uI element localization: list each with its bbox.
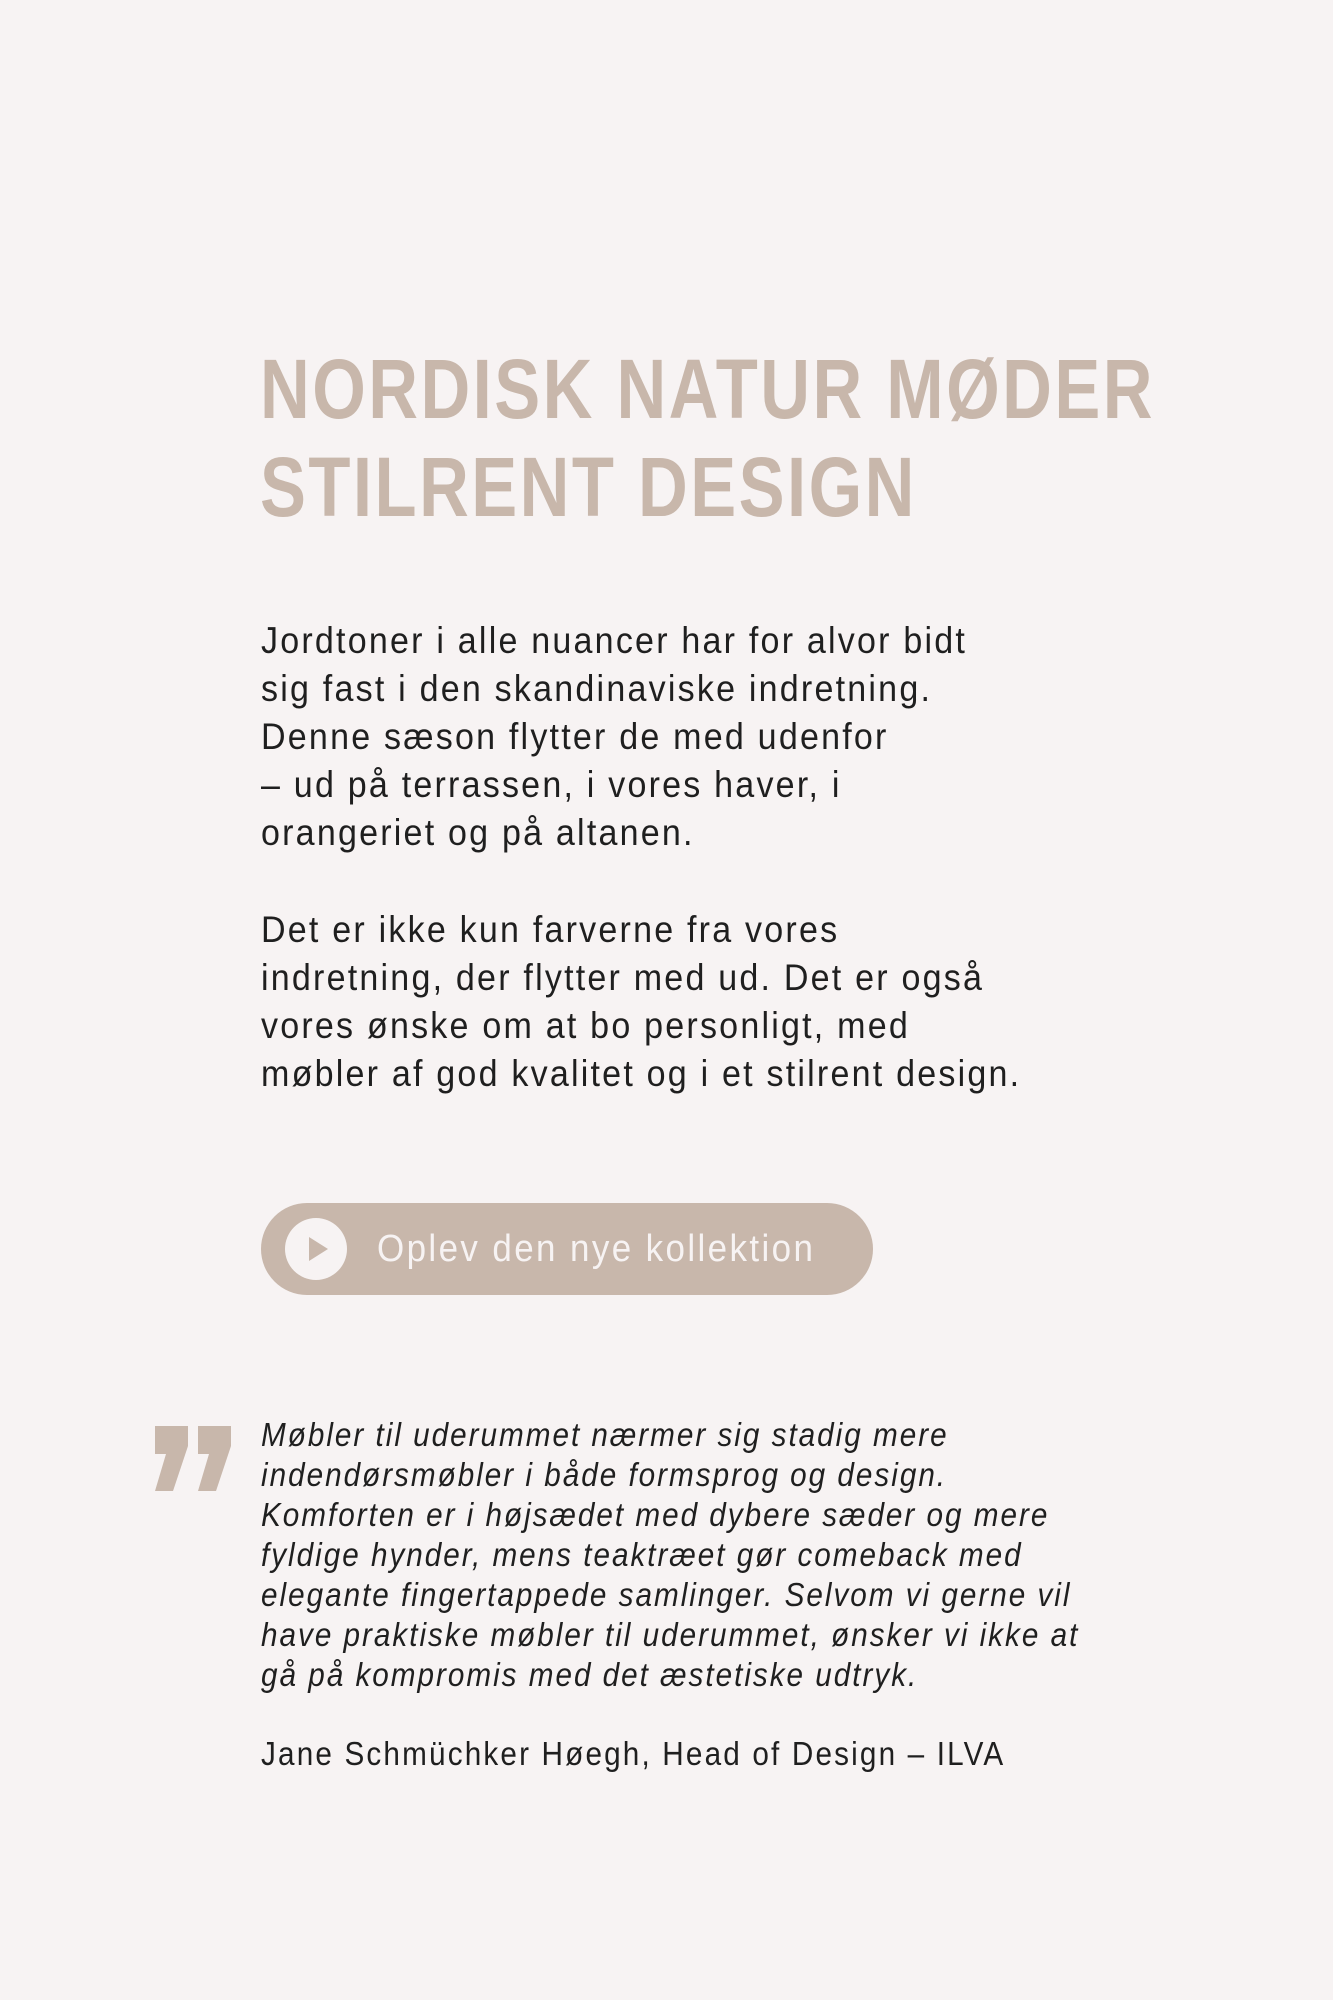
quote-line: Møbler til uderummet nærmer sig stadig mere [261,1416,949,1453]
designer-quote [261,1415,1080,1695]
text-line: Det er ikke kun farverne fra vores [261,909,840,950]
text-line: orangeriet og på altanen. [261,812,695,853]
page-title-line-1: NORDISK NATUR MØDER [260,342,1155,436]
intro-paragraph-2 [261,906,1071,1098]
quote-line: fyldige hynder, mens teaktræet gør comeback med [261,1536,1023,1573]
explore-collection-button[interactable] [261,1203,873,1295]
page-title-line-2: STILRENT DESIGN [260,440,917,534]
text-line: møbler af god kvalitet og i et stilrent design. [261,1053,1022,1094]
quote-line: elegante fingertappede samlinger. Selvom vi gerne vil [261,1576,1072,1613]
play-icon [285,1218,347,1280]
quote-line: indendørsmøbler i både formsprog og design. [261,1456,948,1493]
page-title [260,340,1155,536]
text-line: Denne sæson flytter de med udenfor [261,716,889,757]
explore-collection-label: Oplev den nye kollektion [377,1228,816,1270]
quote-attribution: Jane Schmüchker Høegh, Head of Design – ILVA [261,1735,1006,1772]
text-line: indretning, der flytter med ud. Det er også [261,957,985,998]
intro-paragraph-1 [261,617,1071,857]
quote-line: gå på kompromis med det æstetiske udtryk. [261,1656,919,1693]
text-line: Jordtoner i alle nuancer har for alvor bidt [261,620,968,661]
quote-line: Komforten er i højsædet med dybere sæder og mere [261,1496,1050,1533]
text-line: sig fast i den skandinaviske indretning. [261,668,933,709]
text-line: – ud på terrassen, i vores haver, i [261,764,842,805]
text-line: vores ønske om at bo personligt, med [261,1005,910,1046]
quote-line: have praktiske møbler til uderummet, ønsker vi ikke at [261,1616,1080,1653]
quote-mark-icon [152,1424,236,1497]
